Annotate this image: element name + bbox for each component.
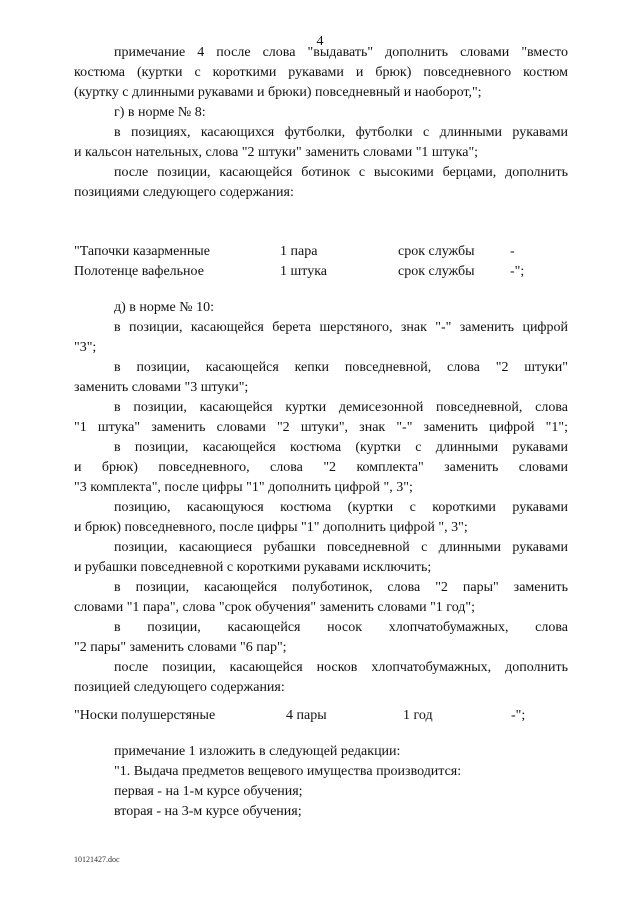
text-line: в позиции, касающейся носок хлопчатобумажных, слова [114,620,568,635]
text-line: "2 пары" заменить словами "6 пар"; [74,640,287,655]
text-line: в позиции, касающейся куртки демисезонной повседневной, слова [114,400,568,415]
text-line: и брюк) повседневного, после цифры "1" дополнить цифрой ", 3"; [74,520,468,535]
item-end: -"; [510,264,525,279]
text-line: в позициях, касающихся футболки, футболки с длинными рукавами [114,125,568,140]
text-line: первая - на 1-м курсе обучения; [114,784,303,799]
item-name: "Носки полушерстяные [74,708,216,723]
text-line: костюма (куртки с короткими рукавами и брюк) повседневного костюм [74,65,568,80]
text-line: д) в норме № 10: [114,300,214,315]
text-line: и брюк) повседневного, слова "2 комплекта" заменить словами [74,460,568,475]
text-line: и рубашки повседневной с короткими рукавами исключить; [74,560,432,575]
text-line: "3 комплекта", после цифры "1" дополнить цифрой ", 3"; [74,480,413,495]
item-quantity: 4 пары [286,708,327,723]
item-term: срок службы [398,244,475,259]
item-end: - [510,244,515,259]
text-line: "3"; [74,340,97,355]
text-line: "1 штука" заменить словами "2 штуки", знак "-" заменить цифрой "1"; [74,420,568,435]
item-term: срок службы [398,264,475,279]
text-line: словами "1 пара", слова "срок обучения" заменить словами "1 год"; [74,600,476,615]
text-line: "1. Выдача предметов вещевого имущества производится: [114,764,462,779]
footer-filename: 10121427.doc [74,855,120,864]
item-quantity: 1 пара [280,244,318,259]
text-line: и кальсон нательных, слова "2 штуки" заменить словами "1 штука"; [74,145,479,160]
text-line: примечание 1 изложить в следующей редакции: [114,744,401,759]
page-number: 4 [316,34,324,49]
text-line: заменить словами "3 штуки"; [74,380,249,395]
text-line: в позиции, касающейся берета шерстяного, знак "-" заменить цифрой [114,320,568,335]
text-line: после позиции, касающейся ботинок с высокими берцами, дополнить [114,165,568,180]
text-line: позиции, касающиеся рубашки повседневной с длинными рукавами [114,540,568,555]
text-line: (куртку с длинными рукавами и брюки) повседневный и наоборот,"; [74,85,482,100]
text-line: в позиции, касающейся кепки повседневной, слова "2 штуки" [114,360,568,375]
text-line: примечание 4 после слова "выдавать" дополнить словами "вместо [114,45,568,60]
text-line: вторая - на 3-м курсе обучения; [114,804,302,819]
item-quantity: 1 штука [280,264,328,279]
text-line: позицию, касающуюся костюма (куртки с короткими рукавами [114,500,568,515]
text-line: г) в норме № 8: [114,105,206,120]
text-line: в позиции, касающейся полуботинок, слова "2 пары" заменить [114,580,568,595]
text-line: после позиции, касающейся носков хлопчатобумажных, дополнить [114,660,568,675]
text-line: в позиции, касающейся костюма (куртки с длинными рукавами [114,440,568,455]
text-line: позициями следующего содержания: [74,185,294,200]
item-name: Полотенце вафельное [74,264,204,279]
text-line: позицией следующего содержания: [74,680,285,695]
item-term: 1 год [403,708,433,723]
item-end: -"; [511,708,526,723]
item-name: "Тапочки казарменные [74,244,210,259]
